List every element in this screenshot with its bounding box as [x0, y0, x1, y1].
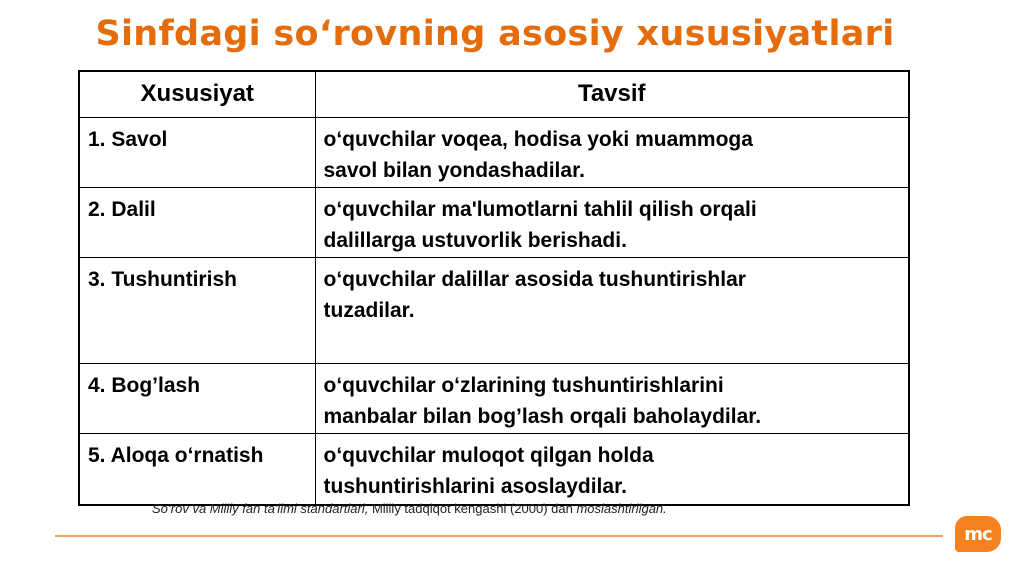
description-cell: [315, 257, 909, 363]
description-line: tuzadilar.: [323, 298, 415, 322]
description-cell: [315, 187, 909, 257]
source-title: So‘rov va Milliy fan ta'limi standartlari,: [152, 501, 369, 516]
source-note: moslashtirilgan.: [576, 501, 667, 516]
description-line: o‘quvchilar o‘zlarining tushuntirishlarini: [323, 373, 724, 397]
feature-cell: 3. Tushuntirish: [79, 257, 315, 363]
table-header-row: [79, 71, 909, 117]
description-line: o‘quvchilar ma'lumotlarni tahlil qilish orqali: [323, 197, 757, 221]
description-cell: [315, 363, 909, 433]
table-row: [79, 257, 909, 363]
description-cell: [315, 433, 909, 505]
description-line: tushuntirishlarini asoslaydilar.: [323, 474, 627, 498]
description-cell: [315, 117, 909, 187]
column-header-description: Tavsif: [315, 71, 909, 117]
logo-text: mc: [964, 523, 992, 545]
description-line: manbalar bilan bog’lash orqali baholaydilar.: [323, 404, 762, 428]
feature-cell: 5. Aloqa o‘rnatish: [79, 433, 315, 505]
brand-logo: [955, 516, 1001, 552]
table-row: [79, 433, 909, 505]
description-line: o‘quvchilar voqea, hodisa yoki muammoga: [323, 127, 753, 151]
column-header-feature: Xususiyat: [79, 71, 315, 117]
footer-divider: [55, 535, 943, 537]
description-line: savol bilan yondashadilar.: [323, 158, 585, 182]
description-line: o‘quvchilar dalillar asosida tushuntirishlar: [323, 267, 746, 291]
description-line: o‘quvchilar muloqot qilgan holda: [323, 443, 654, 467]
source-citation: [152, 501, 667, 516]
source-publisher: Milliy tadqiqot kengashi (2000) dan: [368, 501, 577, 516]
feature-cell: 2. Dalil: [79, 187, 315, 257]
feature-cell: 1. Savol: [79, 117, 315, 187]
slide-title: Sinfdagi so‘rovning asosiy xususiyatlari: [95, 14, 895, 54]
table-row: [79, 363, 909, 433]
feature-cell: 4. Bog’lash: [79, 363, 315, 433]
description-line: dalillarga ustuvorlik berishadi.: [323, 228, 627, 252]
table-row: [79, 117, 909, 187]
features-table: [78, 70, 910, 506]
table-row: [79, 187, 909, 257]
